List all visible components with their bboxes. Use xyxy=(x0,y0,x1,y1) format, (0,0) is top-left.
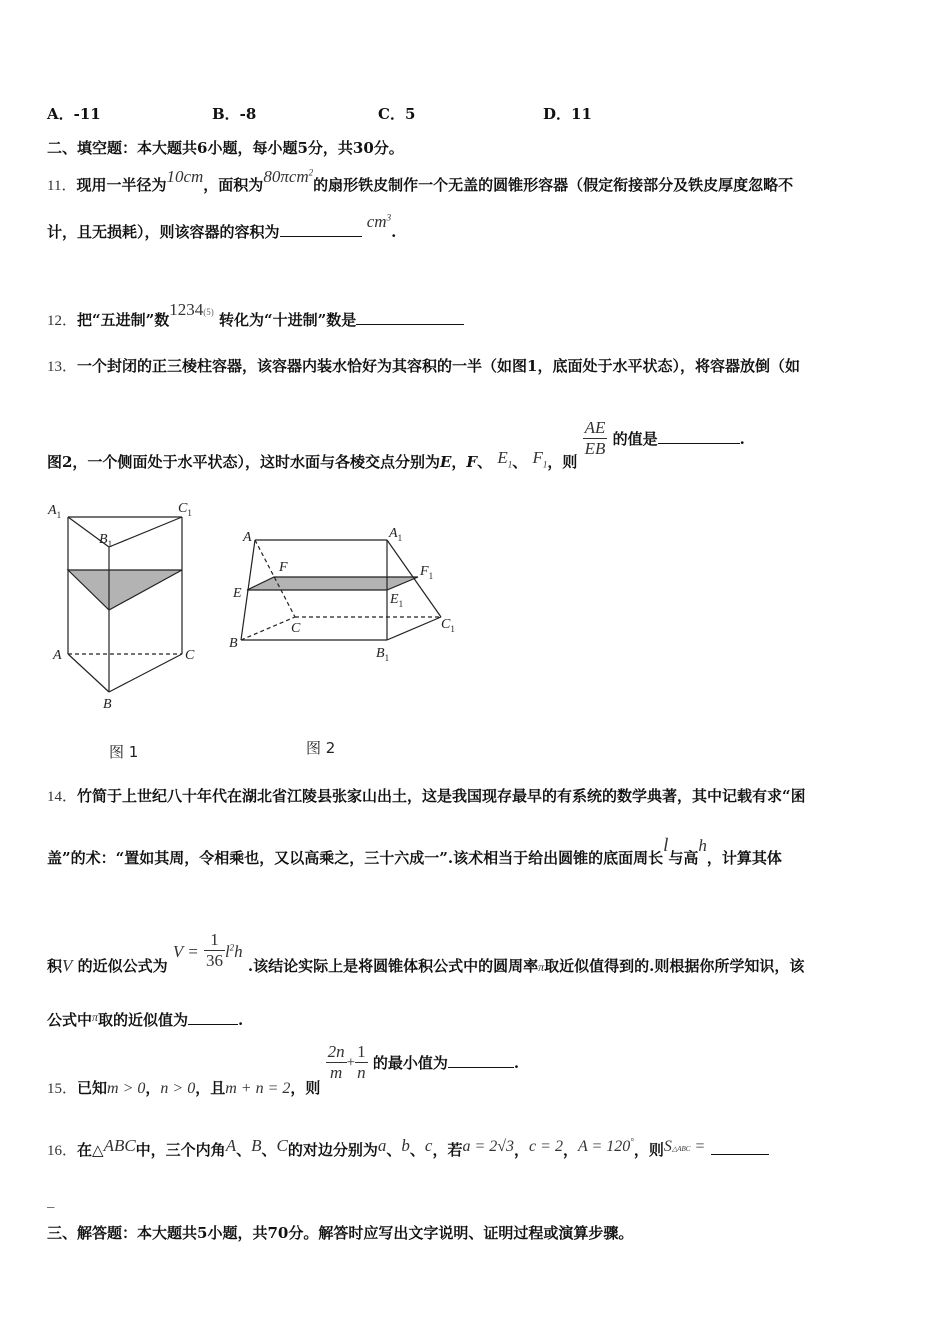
q16-text4: ，若 xyxy=(432,1141,463,1159)
fig1-label-b: B xyxy=(103,697,112,712)
q14-text9: 公式中 xyxy=(47,1011,93,1029)
option-a: A．-11 xyxy=(47,105,101,123)
q11-text1: 现用一半径为 xyxy=(76,176,167,194)
q14-text2: 盖”的术：“置如其周，令相乘也，又以高乘之，三十六成一”.该术相当于给出圆锥的底面周长 xyxy=(47,849,664,867)
q16-angle-a: A xyxy=(225,1136,237,1155)
q14-pi: π xyxy=(538,959,545,974)
q13-point-f: F xyxy=(466,452,478,471)
q14-text8: 取近似值得到的.则根据你所学知识，该 xyxy=(544,956,805,975)
q14-text10: 取的近似值为 xyxy=(98,1011,189,1029)
fig1-label-b1: $B_1$ xyxy=(99,532,113,549)
q15-cond-sum: m + n = 2 xyxy=(225,1079,291,1097)
q16-comma2: ， xyxy=(562,1141,578,1159)
q12-text2: 转化为“十进制”数是 xyxy=(219,311,357,329)
q14-pi-2: π xyxy=(92,1010,99,1024)
q16-sep2: 、 xyxy=(261,1141,277,1159)
q11-radius: 10cm xyxy=(166,167,204,186)
q15-number: 15． xyxy=(47,1080,78,1097)
q16-answer-blank xyxy=(711,1153,769,1155)
q14-answer-blank xyxy=(188,1023,238,1025)
q13-point-e: E xyxy=(439,452,452,471)
q16-line xyxy=(47,1135,769,1159)
fig2-label-e: E xyxy=(233,586,242,601)
q16-text2: 中，三个内角 xyxy=(135,1141,226,1159)
q13-sep2: 、 xyxy=(512,452,528,471)
q16-triangle-abc: ABC xyxy=(103,1136,136,1155)
q14-number: 14． xyxy=(47,789,78,805)
q11-text4: 计，且无损耗），则该容器的容积为 xyxy=(47,223,280,241)
q14-period: . xyxy=(238,1011,244,1029)
q15-fraction-1: $\frac{2n}{m}$ xyxy=(327,1042,345,1082)
q14-line4 xyxy=(47,1009,243,1030)
section2-heading: 二、填空题：本大题共6小题，每小题5分，共30分。 xyxy=(47,139,404,157)
q12-answer-blank xyxy=(356,323,464,325)
q14-text4: ，计算其体 xyxy=(706,849,782,867)
q14-text7: .该结论实际上是将圆锥体积公式中的圆周率 xyxy=(247,956,539,975)
q14-text5: 积 xyxy=(47,956,63,975)
q11-unit: $cm^3$ xyxy=(366,212,392,231)
q16-angle-c: C xyxy=(276,1136,288,1155)
option-b: B．-8 xyxy=(212,105,257,123)
q11-area: 80πcm$^2$ xyxy=(263,167,314,186)
q11-line2 xyxy=(47,212,397,242)
q12-text1: 把“五进制”数 xyxy=(77,311,170,329)
q15-period: . xyxy=(513,1053,520,1072)
fig2-label-f: F xyxy=(279,560,288,575)
figure-1-caption: 图 1 xyxy=(109,743,139,761)
q13-text2: 图2，一个侧面处于水平状态），这时水面与各棱交点分别为 xyxy=(47,452,440,471)
q11-text3: 的扇形铁皮制作一个无盖的圆锥形容器（假定衔接部分及铁皮厚度忽略不 xyxy=(313,176,794,194)
q16-cond-angle: A = 120° xyxy=(577,1136,634,1155)
q15-line xyxy=(47,1042,520,1097)
q15-answer-blank xyxy=(448,1066,514,1068)
q12-number: 12． xyxy=(47,313,78,329)
q14-formula-fraction: $\frac{1}{36}$ xyxy=(205,930,223,970)
fig1-label-c1: $C_1$ xyxy=(178,501,192,518)
q13-line1 xyxy=(47,355,800,376)
q14-var-v: V xyxy=(62,955,73,975)
fig1-label-a: A xyxy=(53,648,62,663)
q14-var-h: h xyxy=(698,836,707,855)
q16-sep4: 、 xyxy=(409,1141,425,1159)
q13-line2 xyxy=(47,418,745,471)
q16-text1: 在△ xyxy=(77,1141,104,1159)
figure-2-caption: 图 2 xyxy=(306,739,336,757)
q16-text5: ，则 xyxy=(633,1141,664,1159)
fig2-label-a: A xyxy=(243,530,252,545)
q13-text4: 的值是 xyxy=(612,429,658,448)
q11-line1 xyxy=(47,167,794,195)
q13-sep1: 、 xyxy=(477,452,493,471)
q13-point-e1: $E_1$ xyxy=(497,447,513,469)
q14-formula-left: V = xyxy=(172,941,199,961)
figure-2-prism xyxy=(225,520,465,670)
option-d: D．11 xyxy=(543,105,592,123)
q16-side-b: b xyxy=(401,1136,410,1155)
q14-line2 xyxy=(47,835,782,869)
q13-ratio-fraction: $\frac{AE}{EB}$ xyxy=(584,418,606,458)
q13-text3: ，则 xyxy=(547,452,578,471)
fig2-label-a1: $A_1$ xyxy=(389,526,403,543)
q15-fraction-2: $\frac{1}{n}$ xyxy=(357,1042,366,1082)
q11-number: 11． xyxy=(47,178,77,194)
q14-line3 xyxy=(47,930,805,975)
q12-base5-number: 1234(5) xyxy=(169,300,214,319)
q13-number: 13． xyxy=(47,359,78,375)
q11-period: . xyxy=(391,223,397,241)
q14-text3: 与高 xyxy=(668,849,699,867)
q16-comma1: ， xyxy=(514,1141,530,1159)
q15-text4: ，则 xyxy=(290,1078,321,1097)
q16-text3: 的对边分别为 xyxy=(287,1141,378,1159)
q16-angle-b: B xyxy=(251,1136,262,1155)
fig1-label-c: C xyxy=(185,648,195,663)
fig2-label-f1: $F_1$ xyxy=(420,564,434,581)
fig2-label-c1: $C_1$ xyxy=(441,617,455,634)
fig2-water-surface xyxy=(247,577,418,590)
option-c: C．5 xyxy=(378,105,416,123)
q15-text1: 已知 xyxy=(77,1078,108,1097)
fig1-water-surface xyxy=(68,570,182,610)
q16-sep1: 、 xyxy=(236,1141,252,1159)
q13-point-f1: $F_1$ xyxy=(532,447,548,469)
q11-text2: ，面积为 xyxy=(203,176,264,194)
q13-period: . xyxy=(739,429,745,448)
figure-1-prism xyxy=(44,495,214,720)
fig2-label-e1: $E_1$ xyxy=(390,592,404,609)
q14-text1: 竹简于上世纪八十年代在湖北省江陵县张家山出土，这是我国现存最早的有系统的数学典著，其中记载有求“囷 xyxy=(77,787,806,805)
fig2-label-b: B xyxy=(229,636,238,651)
q15-cond-n: n > 0 xyxy=(160,1079,196,1097)
q15-text3: ，且 xyxy=(195,1078,226,1097)
q16-side-c: c xyxy=(424,1136,433,1155)
fig1-label-a1: $A_1$ xyxy=(48,503,62,520)
q16-area-symbol: S△ABC = xyxy=(663,1138,706,1155)
q15-cond-m: m > 0 xyxy=(107,1079,146,1097)
q16-cond-a: a = 2√3 xyxy=(462,1138,515,1155)
q16-number: 16． xyxy=(47,1143,78,1159)
q14-var-l: l xyxy=(663,835,669,856)
q15-comma: ， xyxy=(145,1078,161,1097)
q15-text5: 的最小值为 xyxy=(372,1053,448,1072)
q14-line1 xyxy=(47,785,806,806)
q15-plus: + xyxy=(346,1054,356,1071)
q13-answer-blank xyxy=(658,442,740,444)
fig2-label-c: C xyxy=(291,621,301,636)
q13-text1: 一个封闭的正三棱柱容器，该容器内装水恰好为其容积的一半（如图1，底面处于水平状态），将容器放倒（如 xyxy=(77,357,800,375)
q16-cond-c: c = 2 xyxy=(529,1138,563,1155)
q16-side-a: a xyxy=(377,1136,387,1155)
q16-sep3: 、 xyxy=(386,1141,402,1159)
q11-answer-blank xyxy=(280,235,362,237)
q13-comma: ， xyxy=(451,452,467,471)
q12-line xyxy=(47,300,464,330)
q14-formula-right: $l^2h$ xyxy=(224,941,243,961)
q14-text6: 的近似公式为 xyxy=(77,956,168,975)
section3-heading: 三、解答题：本大题共5小题，共70分。解答时应写出文字说明、证明过程或演算步骤。 xyxy=(47,1224,634,1242)
fig2-label-b1: $B_1$ xyxy=(376,646,390,663)
q16-trailing-underscore: _ xyxy=(47,1190,55,1208)
